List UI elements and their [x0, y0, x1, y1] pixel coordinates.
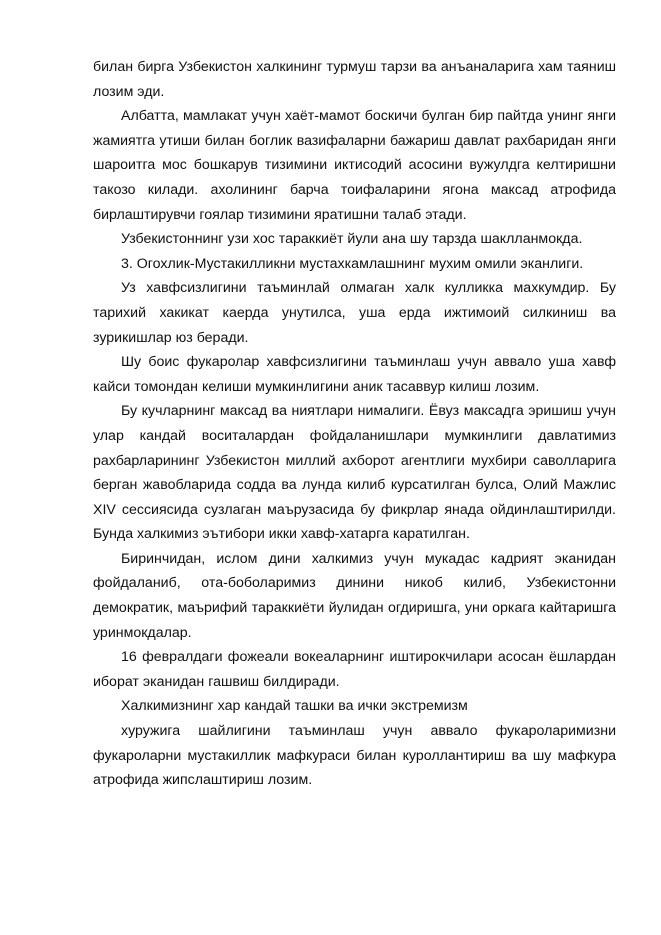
paragraph-1: билан бирга Узбекистон халкининг турмуш тарзи ва анъаналарига хам таяниш лозим эди. — [93, 59, 616, 100]
paragraph-2: Албатта, мамлакат учун хаёт-мамот боскичи булган бир пайтда унинг янги жамиятга утиши билан боглик вазифаларни бажариш давлат рахбаридан янги шароитга мос бошкарув тизимини иктисодий асосини вужулдга келтиришни такозо килади. ахолининг барча тоифаларини ягона максад атрофида бирлаштирувчи гоялар тизимини яратишни талаб этади. — [93, 108, 616, 223]
paragraph-3: Узбекистоннинг узи хос тараккиёт йули ана шу тарзда шаклланмокда. — [121, 231, 583, 248]
paragraph-7: Биринчидан, ислом дини халкимиз учун мукадас кадрият эканидан фойдаланиб, ота-боболаримиз динини никоб килиб, Узбекистонни демократик, маърифий тараккиёти йулидан огдиришга, уни оркага кайтаришга уринмокдалар. — [93, 550, 616, 641]
section-heading: 3. Огохлик-Мустакилликни мустахкамлашнинг мухим омили эканлиги. — [121, 255, 584, 272]
paragraph-9: Халкимизнинг хар кандай ташки ва ички экстремизм — [121, 698, 468, 715]
paragraph-4: Уз хавфсизлигини таъминлай олмаган халк кулликка махкумдир. Бу тарихий хакикат каерда унутилса, уша ерда ижтимоий силкиниш ва зурикишлар юз беради. — [93, 280, 616, 346]
paragraph-10: хуружига шайлигини таъминлаш учун аввало фукароларимизни фукароларни мустакиллик мафкураси билан куроллантириш ва шу мафкура атрофида жипслаштириш лозим. — [93, 723, 616, 789]
paragraph-6: Бу кучларнинг максад ва ниятлари нималиги. Ёвуз максадга эришиш учун улар кандай воситалардан фойдаланишлари мумкинлиги давлатимиз рахбарларининг Узбекистон миллий ахборот агентлиги мухбири саволларига берган жавобларида содда ва лунда килиб курсатилган булса, Олий Мажлис XIV сессиясида сузлаган маърузасида бу фикрлар янада ойдинлаштирилди. Бунда халкимиз эътибори икки хавф-хатарга каратилган. — [93, 403, 616, 543]
document-page — [93, 55, 616, 793]
paragraph-5: Шу боис фукаролар хавфсизлигини таъминлаш учун аввало уша хавф кайси томондан келиши мумкинлигини аник тасаввур килиш лозим. — [93, 354, 616, 395]
paragraph-8: 16 февралдаги фожеали вокеаларнинг иштирокчилари асосан ёшлардан иборат эканидан гашвиш билдиради. — [93, 649, 616, 690]
